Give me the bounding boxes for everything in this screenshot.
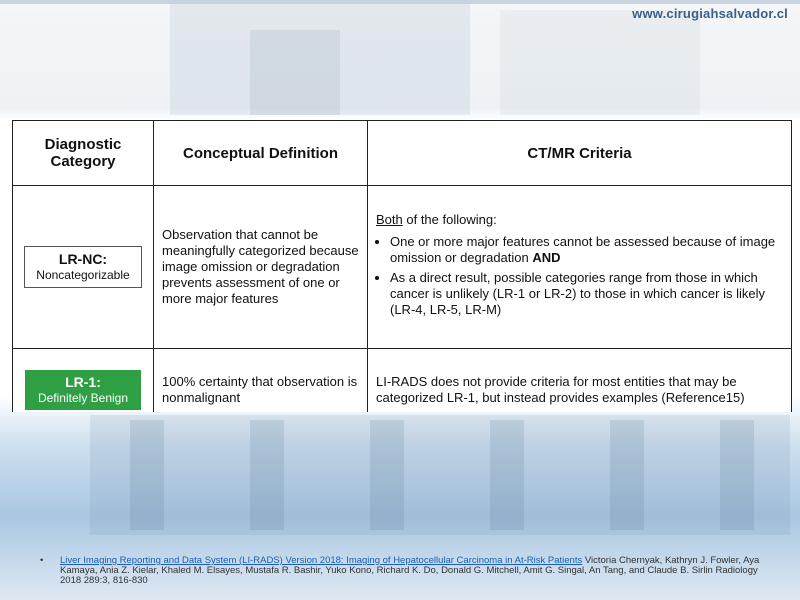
criteria-item-text: As a direct result, possible categories range from those in which cancer is unlikely (LR-1 or LR-2) to those in which cancer is likely (LR-4, LR-5, LR-M) [390, 270, 765, 317]
category-code: LR-NC: [58, 251, 108, 267]
criteria-lead-rest: of the following: [402, 212, 497, 227]
background-building [250, 30, 340, 115]
category-cell [13, 349, 154, 413]
background-column [250, 420, 284, 530]
table-header-row [13, 121, 792, 186]
background-building [500, 10, 700, 115]
criteria-item-bold: AND [532, 250, 561, 265]
definition-cell: 100% certainty that observation is nonmalignant [154, 349, 368, 413]
criteria-item-text: One or more major features cannot be assessed because of image omission or degradation [390, 234, 776, 265]
criteria-cell [368, 186, 792, 349]
background-column [720, 420, 754, 530]
header-conceptual-definition: Conceptual Definition [154, 121, 368, 186]
background-column [370, 420, 404, 530]
category-code: LR-1: [65, 374, 101, 390]
criteria-cell: LI-RADS does not provide criteria for most entities that may be categorized LR-1, but instead provides examples (Reference15) [368, 349, 792, 413]
table-row [13, 349, 792, 413]
lirads-table [12, 120, 792, 412]
reference-citation [40, 556, 780, 586]
definition-cell: Observation that cannot be meaningfully categorized because image omission or degradation prevents assessment of one or more major features [154, 186, 368, 349]
list-item [390, 270, 783, 318]
criteria-lead: Both [376, 212, 403, 227]
bullet: • [40, 555, 44, 566]
header-diagnostic-category: Diagnostic Category [13, 121, 154, 186]
background-column [490, 420, 524, 530]
citation-link[interactable]: Liver Imaging Reporting and Data System (LI-RADS) Version 2018: Imaging of Hepatocellular Carcinoma in At-Risk Patients [60, 555, 583, 566]
criteria-intro [376, 212, 783, 228]
table-row [13, 186, 792, 349]
site-url: www.cirugiahsalvador.cl [632, 6, 788, 21]
criteria-list [376, 234, 783, 318]
top-bar [0, 0, 800, 4]
list-item [390, 234, 783, 266]
background-column [130, 420, 164, 530]
lr-1-badge [25, 370, 141, 410]
criteria-table [12, 120, 792, 412]
header-ct-mr-criteria: CT/MR Criteria [368, 121, 792, 186]
category-name: Noncategorizable [36, 268, 130, 282]
citation-text [60, 556, 780, 586]
background-column [610, 420, 644, 530]
citation-authors: Victoria Chernyak, Kathryn J. Fowler, Aya Kamaya, Ania Z. Kielar, Khaled M. Elsayes, Mustafa R. Bashir, Yuko Kono, Richard K. Do, Donald G. Mitchell, Amit G. Singal, An Tang, and Claude B. Sirlin Radiology 2018 289:3, 816-830 [60, 555, 760, 586]
lr-nc-badge [24, 246, 142, 288]
category-cell [13, 186, 154, 349]
category-name: Definitely Benign [37, 391, 129, 405]
background-building [90, 415, 790, 535]
